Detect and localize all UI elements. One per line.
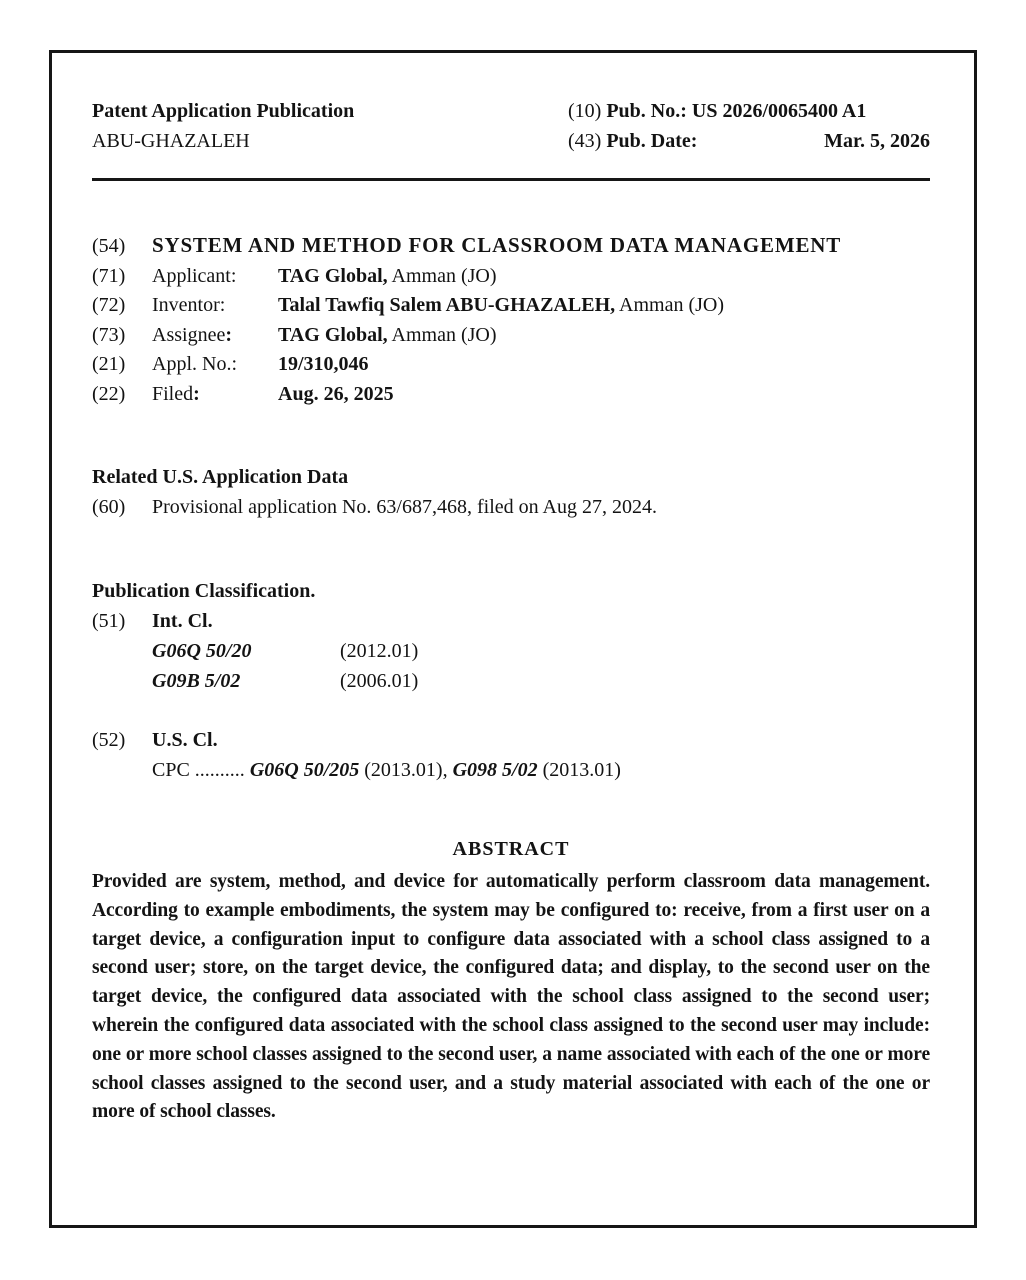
int-cl-row (92, 606, 930, 636)
applicant-value (278, 262, 930, 292)
applicant-name: TAG Global, (278, 264, 388, 287)
assignee-label-colon: : (225, 323, 232, 346)
int-cl-entry (92, 636, 930, 666)
int-cl-version: (2012.01) (340, 640, 419, 662)
us-cl-section (92, 726, 930, 785)
publication-type: Patent Application Publication (92, 100, 355, 122)
pub-date-code: (43) (568, 130, 602, 152)
filed-row (92, 380, 930, 410)
appl-no-row (92, 350, 930, 380)
pub-no-value: US 2026/0065400 A1 (691, 100, 867, 122)
appl-no-label: Appl. No.: (152, 353, 237, 375)
field-code-51: (51) (92, 610, 126, 632)
filed-label (152, 380, 278, 410)
inventor-value (278, 291, 930, 321)
applicant-row (92, 262, 930, 292)
int-cl-entry (92, 666, 930, 696)
cpc-leader: CPC .......... (152, 758, 250, 781)
inventor-label: Inventor: (152, 294, 226, 316)
pub-no-line (568, 96, 930, 126)
pub-date-value: Mar. 5, 2026 (824, 130, 930, 152)
inventor-location: Amman (JO) (615, 294, 725, 316)
filed-label-text: Filed (152, 382, 194, 405)
header-divider (92, 178, 930, 181)
pub-no-label: Pub. No.: (606, 100, 687, 122)
pub-date-label: Pub. Date: (606, 130, 698, 152)
pub-no-code: (10) (568, 100, 602, 122)
cpc-version-1: (2013.01), (359, 758, 453, 781)
assignee-label-text: Assignee (152, 323, 226, 346)
header-left (92, 96, 354, 156)
assignee-row (92, 321, 930, 351)
inventor-row (92, 291, 930, 321)
int-cl-code: G06Q 50/20 (152, 640, 252, 662)
title-row (92, 231, 930, 262)
cpc-line (152, 756, 930, 786)
assignee-name: TAG Global, (278, 323, 388, 346)
classification-heading: Publication Classification. (92, 580, 316, 602)
pub-date-line (568, 126, 930, 156)
header-right (568, 96, 930, 156)
abstract-heading: ABSTRACT (452, 838, 570, 860)
assignee-location: Amman (JO) (387, 323, 497, 346)
assignee-value (278, 321, 930, 351)
cpc-code-2: G098 5/02 (452, 758, 538, 781)
provisional-application-text: Provisional application No. 63/687,468, filed on Aug 27, 2024. (152, 495, 657, 518)
filed-label-colon: : (193, 382, 200, 405)
field-code-22: (22) (92, 382, 126, 405)
pub-date-left (568, 126, 697, 156)
related-data-section (92, 463, 930, 522)
filed-value: Aug. 26, 2025 (278, 382, 394, 405)
classification-section (92, 576, 930, 696)
field-code-73: (73) (92, 323, 126, 346)
cpc-version-2: (2013.01) (537, 758, 621, 781)
int-cl-code: G09B 5/02 (152, 670, 241, 692)
abstract-text: Provided are system, method, and device for automatically perform classroom data management. According to example embodiments, the system may be configured to: receive, from a first user on a target device, a configuration input to configure data associated with a school class assigned to a second user; store, on the target device, the configured data; and display, to the second user on the target device, the configured data associated with the school class assigned to the second user; wherein the configured data associated with the school class assigned to the second user may include: one or more school classes assigned to the second user, a name associated with each of the one or more school classes assigned to the second user, and a study material associated with each of the one or more of school classes. (92, 871, 930, 1123)
related-data-heading: Related U.S. Application Data (92, 466, 349, 488)
int-cl-version: (2006.01) (340, 670, 419, 692)
assignee-label (152, 321, 278, 351)
bibliographic-section (92, 231, 930, 409)
applicant-label: Applicant: (152, 264, 237, 287)
applicant-location: Amman (JO) (387, 264, 497, 287)
field-code-72: (72) (92, 294, 126, 316)
related-data-row (92, 493, 930, 523)
appl-no-value: 19/310,046 (278, 353, 369, 375)
field-code-60: (60) (92, 495, 126, 518)
int-cl-label: Int. Cl. (152, 610, 213, 632)
field-code-21: (21) (92, 353, 126, 375)
cpc-code-1: G06Q 50/205 (249, 758, 360, 781)
inventor-name: Talal Tawfiq Salem ABU-GHAZALEH, (278, 294, 616, 316)
invention-title: SYSTEM AND METHOD FOR CLASSROOM DATA MANAGEMENT (152, 233, 842, 257)
us-cl-label: U.S. Cl. (152, 729, 218, 751)
field-code-52: (52) (92, 729, 126, 751)
cpc-row (92, 756, 930, 786)
us-cl-row (92, 726, 930, 756)
page-header (92, 96, 930, 156)
field-code-71: (71) (92, 264, 126, 287)
inventor-surname: ABU-GHAZALEH (92, 130, 250, 152)
field-code-54: (54) (92, 235, 126, 257)
